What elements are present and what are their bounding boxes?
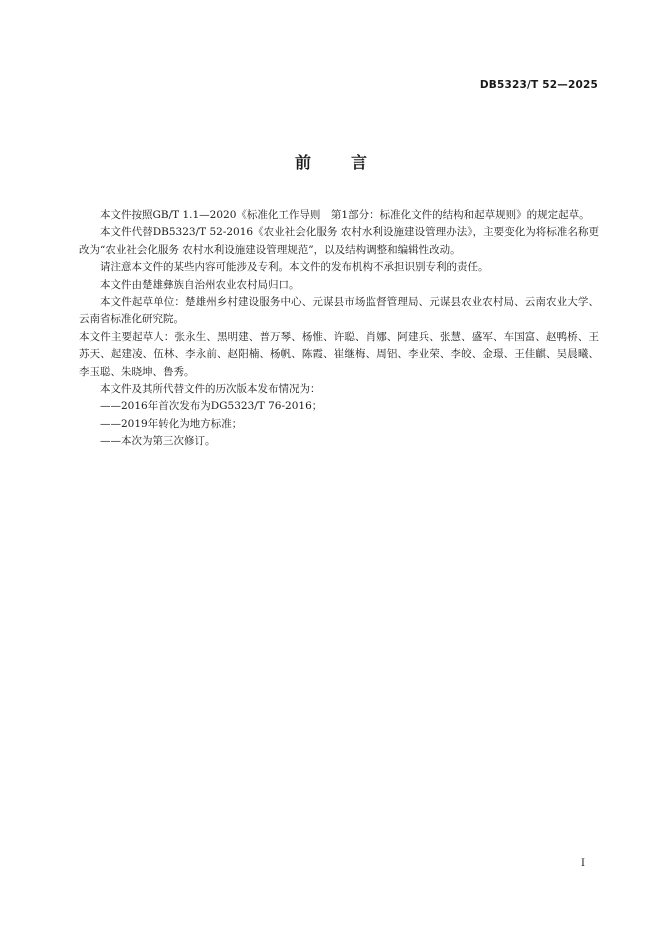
version-history-item: ——2019年转化为地方标准； <box>100 417 243 430</box>
paragraph-drafting-rules: 本文件按照GB/T 1.1—2020《标准化工作导则 第1部分：标准化文件的结构和起草规则》的规定起草。 <box>100 209 590 221</box>
paragraph-patent-notice: 请注意本文件的某些内容可能涉及专利。本文件的发布机构不承担识别专利的责任。 <box>100 261 489 274</box>
version-history-item: ——本次为第三次修订。 <box>100 435 216 448</box>
version-history-item: ——2016年首次发布为DG5323/T 76-2016； <box>100 400 323 413</box>
paragraph-responsible-body: 本文件由楚雄彝族自治州农业农村局归口。 <box>100 278 300 291</box>
paragraph-drafting-units: 本文件起草单位：楚雄州乡村建设服务中心、元谋县市场监督管理局、元谋县农业农村局、云南农业大学、云南省标准化研究院。 <box>79 296 599 326</box>
page-number: I <box>581 858 585 869</box>
foreword-body <box>79 207 599 451</box>
page-title: 前言 <box>294 153 407 172</box>
document-code: DB5323/T 52—2025 <box>479 79 598 91</box>
paragraph-replacement: 本文件代替DB5323/T 52-2016《农业社会化服务 农村水利设施建设管理办法》，主要变化为将标准名称更改为“农业社会化服务 农村水利设施建设管理规范”，以及结构调整和编辑性改动。 <box>79 226 599 256</box>
paragraph-drafters: 本文件主要起草人：张永生、黑明建、普万琴、杨惟、许聪、肖娜、阿建兵、张慧、盛军、车国富、赵鸭桥、王苏天、起建凌、伍林、李永前、赵阳楠、杨帆、陈霞、崔继梅、周铝、李业荣、李皎、金璟、王佳麒、吴晨曦、李玉聪、朱晓坤、鲁秀。 <box>79 330 599 378</box>
paragraph-version-history-intro: 本文件及其所代替文件的历次版本发布情况为： <box>100 383 321 396</box>
